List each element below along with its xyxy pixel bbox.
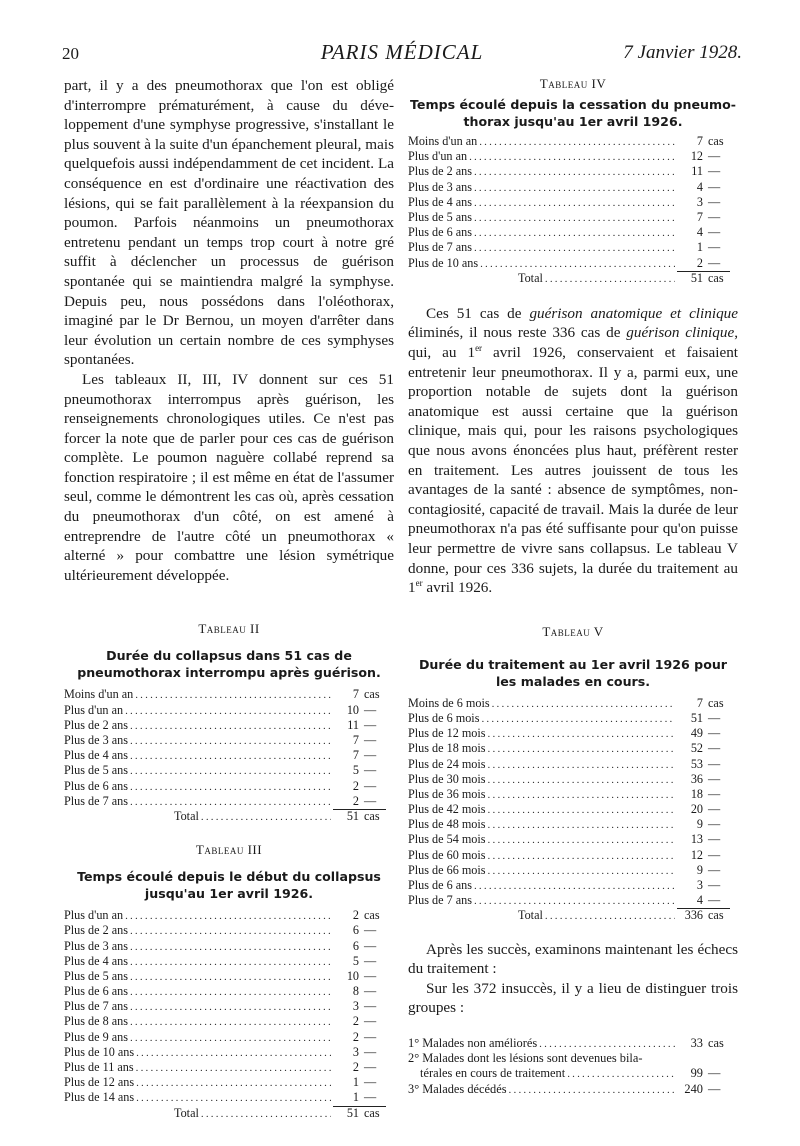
row-unit: — bbox=[364, 1014, 377, 1029]
row-unit: — bbox=[364, 953, 377, 968]
right-column bbox=[408, 76, 738, 1097]
leader-dots bbox=[201, 1107, 331, 1122]
tableau-2 bbox=[64, 621, 394, 824]
row-unit: cas bbox=[708, 1035, 724, 1050]
row-label: Plus d'un an bbox=[64, 702, 124, 717]
table-row bbox=[64, 908, 394, 923]
table-total-row bbox=[64, 1106, 394, 1121]
row-value: 18 bbox=[690, 786, 703, 801]
table-title: Durée du collapsus dans 51 cas de pneumothorax interrompu après guérison. bbox=[77, 648, 381, 681]
table-rows bbox=[408, 134, 738, 286]
leader-dots bbox=[469, 150, 675, 165]
row-label: Plus de 7 ans bbox=[64, 793, 128, 808]
row-label: Plus de 3 ans bbox=[64, 938, 128, 953]
row-label: Plus de 7 ans bbox=[408, 893, 472, 908]
row-label: Moins d'un an bbox=[408, 134, 478, 148]
row-value: 2 bbox=[352, 1014, 359, 1029]
table-row bbox=[64, 1014, 394, 1029]
row-label: Plus de 66 mois bbox=[408, 862, 486, 877]
row-unit: — bbox=[364, 984, 377, 999]
row-value: 3 bbox=[696, 878, 703, 893]
row-value: 5 bbox=[352, 953, 359, 968]
row-label: Plus de 5 ans bbox=[64, 968, 128, 983]
table-rows bbox=[64, 687, 394, 824]
row-value: 1 bbox=[333, 1090, 359, 1106]
tableau-3 bbox=[64, 842, 394, 1121]
table-row bbox=[408, 772, 738, 787]
table-label: Tableau IV bbox=[539, 76, 607, 91]
row-label: Plus de 42 mois bbox=[408, 802, 486, 817]
row-unit: — bbox=[708, 878, 721, 893]
row-unit: — bbox=[708, 209, 721, 224]
leader-dots bbox=[130, 749, 331, 764]
leader-dots bbox=[130, 955, 331, 970]
row-value: 3 bbox=[352, 999, 359, 1014]
total-unit: cas bbox=[708, 908, 724, 923]
row-unit: — bbox=[364, 1075, 377, 1090]
table-row bbox=[408, 848, 738, 863]
leader-dots bbox=[130, 1031, 331, 1046]
row-unit: cas bbox=[708, 134, 724, 148]
row-value: 4 bbox=[677, 893, 703, 909]
row-value: 52 bbox=[690, 741, 703, 756]
table-row bbox=[408, 726, 738, 741]
row-label: 1° Malades non améliorés bbox=[408, 1035, 538, 1050]
leader-dots bbox=[130, 985, 331, 1000]
leader-dots bbox=[509, 1083, 675, 1098]
row-unit: cas bbox=[708, 695, 724, 710]
leader-dots bbox=[488, 849, 675, 864]
row-label: Plus de 48 mois bbox=[408, 817, 486, 832]
leader-dots bbox=[130, 924, 331, 939]
table-row bbox=[64, 1075, 394, 1090]
row-unit: — bbox=[359, 1090, 386, 1106]
row-value: 2 bbox=[352, 1029, 359, 1044]
leader-dots bbox=[481, 712, 675, 727]
leader-dots bbox=[539, 1037, 675, 1052]
row-label: Moins d'un an bbox=[64, 687, 134, 702]
row-value: 9 bbox=[696, 862, 703, 877]
table-row bbox=[408, 1051, 738, 1066]
table-row bbox=[408, 863, 738, 878]
row-label: Plus de 14 ans bbox=[64, 1090, 135, 1105]
total-unit: cas bbox=[364, 808, 380, 823]
row-label: Plus de 18 mois bbox=[408, 741, 486, 756]
total-label: Total bbox=[518, 908, 543, 923]
paragraph: Ces 51 cas de guérison anatomique et clinique éliminés, il nous reste 336 cas de guérison clinique, qui, au 1er avril 1926, conservaient et faisaient entretenir leur pneumothorax. Il y a, parmi eux, une proportion notable de sujets dont la guérison anatomique est aussi certaine que la guérison clinique, mais qui, pour les raisons psychologiques que nous avons énoncées plus haut, préfèrent rester en traitement. Les autres jouissent de tous les avantages de la santé : absence de symptômes, non-contagiosité, capacité de travail. Mais la durée de leur pneumothorax n'a pas été suffisante pour qu'on puisse leur permettre de vivre sans collapsus. Le tableau V donne, pour ces 336 sujets, la durée du traitement au 1er avril 1926. bbox=[408, 304, 739, 597]
row-value: 99 bbox=[690, 1066, 703, 1081]
leader-dots bbox=[474, 211, 675, 226]
row-unit: — bbox=[364, 999, 377, 1014]
table-row bbox=[408, 256, 738, 271]
leader-dots bbox=[130, 940, 331, 955]
leader-dots bbox=[474, 241, 675, 256]
row-label: Plus de 9 ans bbox=[64, 1029, 128, 1044]
row-label: Plus de 4 ans bbox=[408, 194, 472, 209]
row-value: 6 bbox=[352, 923, 359, 938]
table-row bbox=[408, 832, 738, 847]
row-label: 3° Malades décédés bbox=[408, 1081, 507, 1096]
row-unit: — bbox=[359, 794, 386, 810]
row-value: 8 bbox=[352, 984, 359, 999]
table-row bbox=[408, 225, 738, 240]
leader-dots bbox=[488, 864, 675, 879]
table-row bbox=[64, 687, 394, 702]
row-unit: — bbox=[708, 756, 721, 771]
row-label: Plus d'un an bbox=[408, 149, 468, 164]
row-value: 2 bbox=[352, 1060, 359, 1074]
row-unit: — bbox=[708, 802, 721, 817]
table-rows bbox=[64, 908, 394, 1121]
total-label: Total bbox=[174, 808, 199, 823]
row-unit: — bbox=[364, 1044, 377, 1059]
row-label: Plus de 6 ans bbox=[64, 778, 128, 793]
row-unit: — bbox=[708, 1066, 721, 1081]
table-row bbox=[408, 787, 738, 802]
total-value: 51 bbox=[346, 1105, 359, 1120]
leader-dots bbox=[488, 727, 675, 742]
row-label: Plus de 24 mois bbox=[408, 756, 486, 771]
row-unit: — bbox=[708, 726, 721, 741]
table-row bbox=[408, 240, 738, 255]
leader-dots bbox=[125, 909, 331, 924]
row-label: Plus de 10 ans bbox=[64, 1044, 135, 1059]
paragraph: part, il y a des pneumothorax que l'on est obligé d'interrompre prématurément, à cause du développement d'une symphyse progressive, s'installant le plus souvent à la suite d'un épanchement pleural, mais quelquefois aussi indépendamment de cet incident. La conséquence en est d'ordinaire une réactivation des lésions, qui se fait parallèlement à la réexpansion du poumon. Parfois néanmoins un pneumothorax entretenu pendant un temps trop court à notre gré suffit à déclencher un processus de guérison spontanée qui se maintiendra malgré la symphyse. Depuis peu, nous possédons dans l'oléothorax, imaginé par le Dr Bernou, un moyen d'arrêter dans leur évolution un certain nombre de ces symphyses spontanées. bbox=[64, 77, 394, 369]
leader-dots bbox=[474, 226, 675, 241]
table-row bbox=[408, 1036, 738, 1051]
row-value: 7 bbox=[352, 748, 359, 763]
row-label: Plus d'un an bbox=[64, 908, 124, 923]
row-unit: cas bbox=[364, 687, 380, 702]
row-unit: — bbox=[708, 179, 721, 194]
paragraph: Après les succès, examinons maintenant les échecs du traitement : bbox=[408, 940, 738, 978]
row-unit: — bbox=[708, 240, 721, 255]
leader-dots bbox=[136, 1076, 331, 1091]
tableau-4 bbox=[408, 76, 738, 286]
row-value: 2 bbox=[677, 256, 703, 272]
row-value: 36 bbox=[690, 771, 703, 786]
failure-groups bbox=[408, 1036, 738, 1097]
table-rows bbox=[408, 696, 738, 924]
row-value: 12 bbox=[690, 847, 703, 862]
leader-dots bbox=[488, 818, 675, 833]
leader-dots bbox=[130, 970, 331, 985]
table-row bbox=[408, 817, 738, 832]
page-number: 20 bbox=[62, 44, 79, 63]
table-label: Tableau II bbox=[198, 621, 260, 637]
row-unit: — bbox=[708, 786, 721, 801]
total-label: Total bbox=[174, 1105, 199, 1120]
row-label: Plus de 2 ans bbox=[64, 923, 128, 938]
table-row bbox=[64, 1090, 394, 1105]
leader-dots bbox=[545, 272, 675, 287]
table-title: Durée du traitement au 1er avril 1926 pour les malades en cours. bbox=[418, 656, 728, 689]
row-unit: — bbox=[364, 968, 377, 983]
row-value: 9 bbox=[696, 817, 703, 832]
table-total-row bbox=[408, 908, 738, 923]
leader-dots bbox=[488, 788, 675, 803]
table-row bbox=[408, 180, 738, 195]
row-label: Plus de 3 ans bbox=[408, 179, 472, 194]
leader-dots bbox=[545, 909, 675, 924]
leader-dots bbox=[488, 758, 675, 773]
table-row bbox=[408, 696, 738, 711]
table-row bbox=[408, 878, 738, 893]
row-value: 7 bbox=[352, 733, 359, 747]
row-value: 7 bbox=[696, 134, 703, 148]
row-value: 2 bbox=[352, 908, 359, 923]
leader-dots bbox=[474, 181, 675, 196]
row-value: 6 bbox=[352, 938, 359, 953]
row-value: 33 bbox=[690, 1035, 703, 1050]
leader-dots bbox=[130, 1000, 331, 1015]
row-value: 51 bbox=[690, 710, 703, 725]
table-row bbox=[408, 164, 738, 179]
row-unit: — bbox=[708, 710, 721, 725]
row-value: 20 bbox=[690, 802, 703, 817]
row-value: 49 bbox=[690, 726, 703, 741]
leader-dots bbox=[130, 795, 331, 810]
leader-dots bbox=[567, 1067, 675, 1082]
row-value: 5 bbox=[352, 763, 359, 778]
table-row bbox=[408, 1066, 738, 1081]
row-label: Plus de 11 ans bbox=[64, 1060, 134, 1074]
table-row bbox=[64, 954, 394, 969]
row-unit: — bbox=[708, 741, 721, 756]
row-value: 10 bbox=[346, 702, 359, 717]
row-label: Plus de 6 ans bbox=[408, 225, 472, 240]
row-label: Plus de 3 ans bbox=[64, 733, 128, 747]
row-value: 7 bbox=[696, 695, 703, 710]
row-value: 2 bbox=[333, 794, 359, 810]
row-label: Plus de 7 ans bbox=[408, 240, 472, 255]
leader-dots bbox=[488, 773, 675, 788]
leader-dots bbox=[488, 833, 675, 848]
table-row bbox=[64, 779, 394, 794]
row-value: 7 bbox=[696, 209, 703, 224]
row-unit: — bbox=[364, 938, 377, 953]
row-unit: — bbox=[708, 817, 721, 832]
row-unit: — bbox=[364, 923, 377, 938]
leader-dots bbox=[125, 704, 331, 719]
table-row bbox=[408, 802, 738, 817]
row-unit: — bbox=[703, 893, 730, 909]
row-label: Plus de 6 mois bbox=[408, 710, 480, 725]
table-row bbox=[408, 134, 738, 149]
row-unit: — bbox=[703, 256, 730, 272]
total-value: 336 bbox=[684, 908, 703, 923]
leader-dots bbox=[474, 196, 675, 211]
row-label: térales en cours de traitement bbox=[420, 1066, 566, 1081]
row-label: Moins de 6 mois bbox=[408, 695, 490, 710]
row-label: Plus de 5 ans bbox=[408, 209, 472, 224]
table-row bbox=[64, 969, 394, 984]
paragraph: Les tableaux II, III, IV donnent sur ces 51 pneumothorax interrompus après guérison, les renseignements chronologiques utiles. Ce n'est pas forcer la note que de parler pour ces cas de guérison complète. Le poumon naguère collabé reprend sa fonction respiratoire ; il est même en état de l'assumer seul, comme le démontrent les cas où, après cessation du pneumothorax d'un côté, on est amené à entreprendre de l'autre côté un pneumothorax « alterné » pour combattre une lésion symétrique ultérieurement développée. bbox=[64, 370, 394, 584]
row-value: 10 bbox=[346, 968, 359, 983]
row-value: 2 bbox=[352, 778, 359, 793]
leader-dots bbox=[130, 719, 331, 734]
row-unit: cas bbox=[364, 908, 380, 923]
row-label: 2° Malades dont les lésions sont devenues bila- bbox=[408, 1051, 643, 1066]
row-label: Plus de 30 mois bbox=[408, 771, 486, 786]
row-label: Plus de 2 ans bbox=[64, 717, 128, 732]
table-row bbox=[408, 757, 738, 772]
paragraph: Sur les 372 insuccès, il y a lieu de distinguer trois groupes : bbox=[408, 979, 738, 1017]
table-row bbox=[408, 149, 738, 164]
table-row bbox=[408, 741, 738, 756]
row-unit: — bbox=[708, 1081, 721, 1096]
row-unit: — bbox=[364, 1029, 377, 1044]
table-row bbox=[64, 718, 394, 733]
row-value: 53 bbox=[690, 756, 703, 771]
total-value: 51 bbox=[690, 270, 703, 285]
table-row bbox=[408, 195, 738, 210]
tableau-5 bbox=[408, 624, 738, 924]
row-unit: — bbox=[364, 778, 377, 793]
row-label: Plus de 4 ans bbox=[64, 953, 128, 968]
row-unit: — bbox=[364, 702, 377, 717]
row-value: 7 bbox=[352, 687, 359, 702]
leader-dots bbox=[480, 257, 675, 272]
table-row bbox=[64, 939, 394, 954]
row-value: 12 bbox=[690, 149, 703, 164]
leader-dots bbox=[130, 734, 331, 749]
leader-dots bbox=[130, 780, 331, 795]
leader-dots bbox=[474, 165, 675, 180]
total-value: 51 bbox=[346, 808, 359, 823]
row-value: 3 bbox=[352, 1044, 359, 1059]
row-label: Plus de 5 ans bbox=[64, 763, 128, 778]
leader-dots bbox=[135, 688, 331, 703]
row-value: 1 bbox=[696, 240, 703, 255]
leader-dots bbox=[130, 764, 331, 779]
leader-dots bbox=[488, 803, 675, 818]
table-label: Tableau III bbox=[195, 842, 263, 858]
table-row bbox=[64, 1030, 394, 1045]
row-value: 13 bbox=[690, 832, 703, 847]
row-label: Plus de 4 ans bbox=[64, 748, 128, 763]
leader-dots bbox=[130, 1015, 331, 1030]
total-unit: cas bbox=[708, 270, 724, 285]
row-value: 4 bbox=[696, 225, 703, 240]
row-label: Plus de 36 mois bbox=[408, 786, 486, 801]
table-row bbox=[64, 748, 394, 763]
row-label: Plus de 7 ans bbox=[64, 999, 128, 1014]
table-row bbox=[408, 210, 738, 225]
table-row bbox=[408, 711, 738, 726]
leader-dots bbox=[136, 1091, 331, 1106]
row-label: Plus de 8 ans bbox=[64, 1014, 128, 1029]
table-row bbox=[408, 893, 738, 908]
row-label: Plus de 6 ans bbox=[408, 878, 472, 893]
leader-dots bbox=[492, 697, 675, 712]
row-unit: — bbox=[708, 194, 721, 209]
table-row bbox=[64, 763, 394, 778]
row-value: 4 bbox=[696, 179, 703, 194]
row-label: Plus de 6 ans bbox=[64, 984, 128, 999]
row-unit: — bbox=[364, 1060, 377, 1074]
table-label: Tableau V bbox=[542, 623, 604, 639]
table-row bbox=[64, 794, 394, 809]
table-total-row bbox=[64, 809, 394, 824]
left-column bbox=[64, 76, 394, 1121]
row-unit: — bbox=[364, 717, 377, 732]
row-unit: — bbox=[364, 748, 377, 763]
row-value: 1 bbox=[352, 1075, 359, 1090]
row-label: Plus de 12 ans bbox=[64, 1075, 135, 1090]
row-value: 11 bbox=[347, 717, 359, 732]
row-unit: — bbox=[708, 847, 721, 862]
row-unit: — bbox=[708, 149, 721, 164]
leader-dots bbox=[136, 1061, 331, 1076]
table-row bbox=[64, 703, 394, 718]
leader-dots bbox=[474, 894, 675, 909]
row-unit: — bbox=[708, 771, 721, 786]
leader-dots bbox=[201, 810, 331, 825]
row-label: Plus de 12 mois bbox=[408, 726, 486, 741]
row-unit: — bbox=[708, 832, 721, 847]
table-row bbox=[64, 923, 394, 938]
table-row bbox=[64, 999, 394, 1014]
row-unit: — bbox=[708, 164, 721, 179]
total-unit: cas bbox=[364, 1105, 380, 1120]
row-label: Plus de 2 ans bbox=[408, 164, 472, 179]
row-unit: — bbox=[708, 225, 721, 240]
table-title: Temps écoulé depuis le début du collapsus jusqu'au 1er avril 1926. bbox=[77, 869, 381, 902]
row-value: 240 bbox=[684, 1081, 703, 1096]
row-value: 3 bbox=[696, 194, 703, 209]
journal-title: PARIS MÉDICAL bbox=[320, 40, 484, 64]
leader-dots bbox=[479, 135, 675, 150]
row-label: Plus de 10 ans bbox=[408, 255, 479, 270]
table-row bbox=[408, 1082, 738, 1097]
page-header bbox=[62, 40, 742, 70]
table-row bbox=[64, 984, 394, 999]
leader-dots bbox=[136, 1046, 331, 1061]
table-row bbox=[64, 1060, 394, 1075]
row-value: 11 bbox=[691, 164, 703, 179]
row-label: Plus de 54 mois bbox=[408, 832, 486, 847]
total-label: Total bbox=[518, 270, 543, 285]
table-row bbox=[64, 733, 394, 748]
row-label: Plus de 60 mois bbox=[408, 847, 486, 862]
table-total-row bbox=[408, 271, 738, 286]
row-unit: — bbox=[364, 733, 377, 747]
row-unit: — bbox=[708, 862, 721, 877]
table-title: Temps écoulé depuis la cessation du pneumothorax jusqu'au 1er avril 1926. bbox=[410, 97, 736, 129]
leader-dots bbox=[474, 879, 675, 894]
table-row bbox=[64, 1045, 394, 1060]
leader-dots bbox=[488, 742, 675, 757]
row-unit: — bbox=[364, 763, 377, 778]
issue-date: 7 Janvier 1928. bbox=[623, 42, 742, 63]
